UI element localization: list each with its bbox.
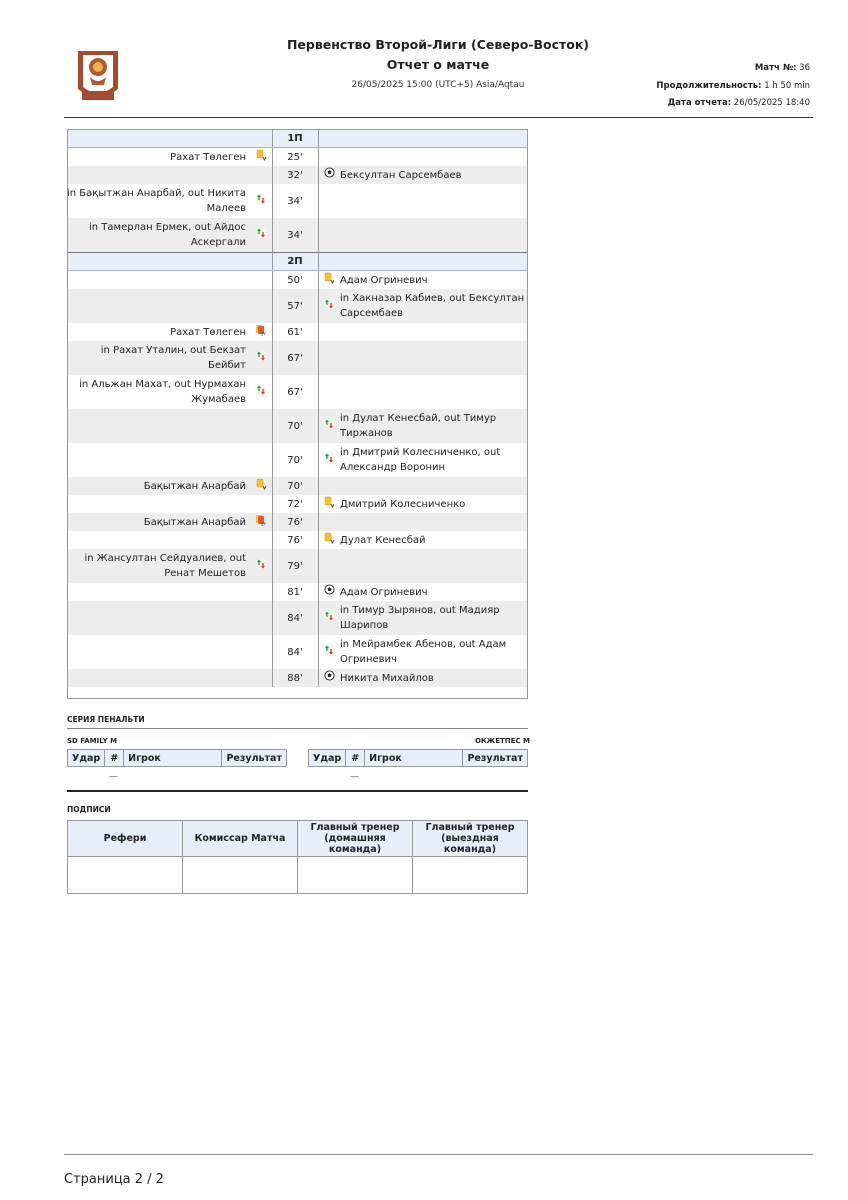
home-event-text: in Альжан Махат, out Нурмахан Жумабаев: [79, 379, 246, 405]
home-event-text: in Тамерлан Ермек, out Айдос Аскергали: [67, 218, 250, 253]
event-row: [67, 531, 528, 549]
col-number: #: [346, 750, 365, 767]
away-event-icon-cell: [318, 323, 340, 341]
away-event-icon-cell: [318, 513, 340, 531]
home-event-icon-cell: [250, 443, 272, 477]
home-event-text: [67, 166, 250, 184]
away-event-icon-cell: [318, 635, 340, 669]
away-event-text: [340, 375, 528, 409]
event-row: [67, 148, 528, 167]
second-yellow-card-icon: [255, 514, 267, 531]
away-event-icon-cell: [318, 218, 340, 253]
event-minute: 50': [272, 271, 318, 290]
event-row: [67, 271, 528, 290]
away-event-icon-cell: [318, 477, 340, 495]
away-event-text: Адам Огриневич: [340, 586, 428, 598]
penalties-divider: [67, 728, 528, 729]
half-header-row: [67, 253, 528, 271]
home-event-text: Бақытжан Анарбай: [67, 477, 250, 495]
away-event-icon-cell: [318, 583, 340, 601]
home-event-icon-cell: [250, 323, 272, 341]
event-row: [67, 166, 528, 184]
home-event-icon-cell: [250, 513, 272, 531]
event-minute: 57': [272, 289, 318, 323]
home-penalty-table: [67, 749, 287, 767]
home-event-text: [67, 271, 250, 290]
footer-divider: [64, 1154, 813, 1155]
event-row: [67, 549, 528, 583]
penalties-title: СЕРИЯ ПЕНАЛЬТИ: [67, 715, 145, 724]
substitution-icon: [323, 298, 335, 315]
home-event-text: [67, 601, 250, 635]
away-event-text: [340, 184, 528, 218]
event-row: [67, 635, 528, 669]
col-result: Результат: [222, 750, 287, 767]
event-row: [67, 218, 528, 253]
home-event-icon-cell: [250, 184, 272, 218]
substitution-icon: [255, 193, 267, 210]
event-minute: 88': [272, 669, 318, 687]
away-event-icon-cell: [318, 531, 340, 549]
away-event-icon-cell: [318, 409, 340, 443]
away-event-text: in Тимур Зырянов, out Мадияр Шарипов: [340, 601, 528, 635]
report-subtitle: Отчет о матче: [386, 57, 490, 72]
away-event-text: Дмитрий Колесниченко: [340, 498, 466, 510]
away-event-text: [340, 341, 528, 375]
match-duration: Продолжительность: 1 h 50 min: [656, 81, 810, 91]
half-header-row: [67, 130, 528, 148]
sig-away-coach: Главный тренер (выездная команда): [413, 821, 528, 857]
event-minute: 81': [272, 583, 318, 601]
event-minute: 32': [272, 166, 318, 184]
yellow-card-icon: [323, 532, 335, 549]
event-minute: 34': [272, 184, 318, 218]
event-row: [67, 513, 528, 531]
substitution-icon: [323, 610, 335, 627]
sig-away-coach-field: [413, 857, 528, 894]
col-player: Игрок: [365, 750, 463, 767]
away-event-icon-cell: [318, 375, 340, 409]
home-event-text: [67, 635, 250, 669]
away-event-icon-cell: [318, 341, 340, 375]
away-penalty-empty: —: [350, 772, 359, 782]
away-team-label: ОКЖЕТПЕС М: [475, 737, 530, 745]
event-row: [67, 375, 528, 409]
goal-ball-icon: [324, 167, 335, 183]
away-event-icon-cell: [318, 166, 340, 184]
signatures-title: ПОДПИСИ: [67, 805, 111, 814]
away-event-icon-cell: [318, 495, 340, 513]
event-row: [67, 495, 528, 513]
home-event-icon-cell: [250, 601, 272, 635]
home-event-icon-cell: [250, 409, 272, 443]
away-event-text: Никита Михайлов: [340, 669, 528, 687]
home-event-text: [67, 495, 250, 513]
events-table: [67, 129, 528, 687]
event-minute: 70': [272, 477, 318, 495]
home-event-text: [67, 289, 250, 323]
svg-text:2Y: 2Y: [260, 521, 266, 526]
substitution-icon: [255, 350, 267, 367]
col-number: #: [105, 750, 124, 767]
home-event-text: [67, 531, 250, 549]
report-title: Первенство Второй-Лиги (Северо-Восток): [286, 37, 590, 52]
goal-ball-icon: [324, 584, 335, 600]
home-team-label: SD FAMILY M: [67, 737, 118, 745]
home-event-text: Рахат Төлеген: [170, 326, 246, 338]
half-label: 2П: [272, 253, 318, 271]
event-row: [67, 583, 528, 601]
second-yellow-card-icon: [255, 324, 267, 341]
home-event-icon-cell: [250, 531, 272, 549]
home-event-icon-cell: [250, 669, 272, 687]
event-minute: 84': [272, 635, 318, 669]
home-event-text: Рахат Төлеген: [170, 151, 246, 163]
report-date: Дата отчета: 26/05/2025 18:40: [667, 98, 810, 108]
away-event-icon-cell: [318, 271, 340, 290]
home-event-icon-cell: [250, 635, 272, 669]
event-minute: 79': [272, 549, 318, 583]
page-number: Страница 2 / 2: [64, 1172, 164, 1187]
goal-ball-icon: [324, 670, 335, 686]
home-event-text: in Бақытжан Анарбай, out Никита Малеев: [67, 188, 246, 214]
signatures-table: [67, 820, 528, 894]
home-event-icon-cell: [250, 375, 272, 409]
away-event-icon-cell: [318, 669, 340, 687]
home-event-text: [67, 583, 250, 601]
home-event-icon-cell: [250, 271, 272, 290]
svg-text:2Y: 2Y: [260, 331, 266, 336]
substitution-icon: [323, 644, 335, 661]
away-event-text: Адам Огриневич: [340, 274, 428, 286]
event-minute: 67': [272, 341, 318, 375]
event-row: [67, 184, 528, 218]
away-event-text: Бексултан Сарсембаев: [340, 166, 528, 184]
sig-referee: Рефери: [68, 821, 183, 857]
substitution-icon: [255, 227, 267, 244]
event-row: [67, 669, 528, 687]
yellow-card-icon: [255, 478, 267, 495]
yellow-card-icon: [323, 496, 335, 513]
col-shot: Удар: [309, 750, 346, 767]
home-event-icon-cell: [250, 341, 272, 375]
away-event-text: in Мейрамбек Абенов, out Адам Огриневич: [340, 639, 507, 665]
event-row: [67, 323, 528, 341]
event-row: [67, 409, 528, 443]
home-penalty-empty: —: [109, 772, 118, 782]
home-event-text: in Рахат Уталин, out Бекзат Бейбит: [67, 341, 250, 375]
home-event-icon-cell: [250, 148, 272, 167]
col-player: Игрок: [124, 750, 222, 767]
away-event-icon-cell: [318, 549, 340, 583]
event-row: [67, 341, 528, 375]
home-event-text: [67, 443, 250, 477]
sig-home-coach: Главный тренер (домашняя команда): [298, 821, 413, 857]
sig-home-coach-field: [298, 857, 413, 894]
event-minute: 70': [272, 409, 318, 443]
away-event-text: [340, 148, 528, 167]
home-event-icon-cell: [250, 218, 272, 253]
away-event-icon-cell: [318, 289, 340, 323]
substitution-icon: [255, 558, 267, 575]
sig-referee-field: [68, 857, 183, 894]
match-datetime: 26/05/2025 15:00 (UTC+5) Asia/Aqtau: [351, 80, 525, 90]
away-event-icon-cell: [318, 148, 340, 167]
event-minute: 34': [272, 218, 318, 253]
event-row: [67, 443, 528, 477]
event-minute: 67': [272, 375, 318, 409]
event-row: [67, 601, 528, 635]
substitution-icon: [255, 384, 267, 401]
away-event-text: [340, 323, 528, 341]
away-event-text: [340, 218, 528, 253]
away-event-icon-cell: [318, 601, 340, 635]
event-minute: 76': [272, 513, 318, 531]
away-event-text: [340, 477, 528, 495]
substitution-icon: [323, 452, 335, 469]
half-label: 1П: [272, 130, 318, 148]
home-event-icon-cell: [250, 289, 272, 323]
away-event-text: in Хакназар Кабиев, out Бексултан Сарсембаев: [340, 289, 528, 323]
yellow-card-icon: [255, 149, 267, 166]
home-event-text: Бақытжан Анарбай: [67, 513, 250, 531]
yellow-card-icon: [323, 272, 335, 289]
home-event-icon-cell: [250, 495, 272, 513]
substitution-icon: [323, 418, 335, 435]
away-event-icon-cell: [318, 443, 340, 477]
header-divider: [64, 117, 813, 118]
home-event-icon-cell: [250, 166, 272, 184]
event-row: [67, 289, 528, 323]
penalties-bottom-rule: [67, 790, 528, 792]
home-event-icon-cell: [250, 583, 272, 601]
away-event-text: [340, 549, 528, 583]
away-event-text: [340, 513, 528, 531]
event-minute: 84': [272, 601, 318, 635]
event-minute: 72': [272, 495, 318, 513]
away-event-text: Дулат Кенесбай: [340, 534, 426, 546]
home-event-icon-cell: [250, 477, 272, 495]
event-minute: 76': [272, 531, 318, 549]
away-event-text: in Дмитрий Колесниченко, out Александр Воронин: [340, 447, 501, 473]
col-shot: Удар: [68, 750, 105, 767]
sig-commissioner-field: [183, 857, 298, 894]
home-event-text: [67, 669, 250, 687]
home-event-text: [67, 409, 250, 443]
away-penalty-table: [308, 749, 528, 767]
home-event-text: in Жансултан Сейдуалиев, out Ренат Мешетов: [67, 549, 250, 583]
event-row: [67, 477, 528, 495]
sig-commissioner: Комиссар Матча: [183, 821, 298, 857]
away-event-text: in Дулат Кенесбай, out Тимур Тиржанов: [340, 409, 528, 443]
home-event-icon-cell: [250, 549, 272, 583]
event-minute: 61': [272, 323, 318, 341]
away-event-icon-cell: [318, 184, 340, 218]
event-minute: 70': [272, 443, 318, 477]
event-minute: 25': [272, 148, 318, 167]
match-number: Матч №: 36: [754, 63, 810, 73]
col-result: Результат: [463, 750, 528, 767]
